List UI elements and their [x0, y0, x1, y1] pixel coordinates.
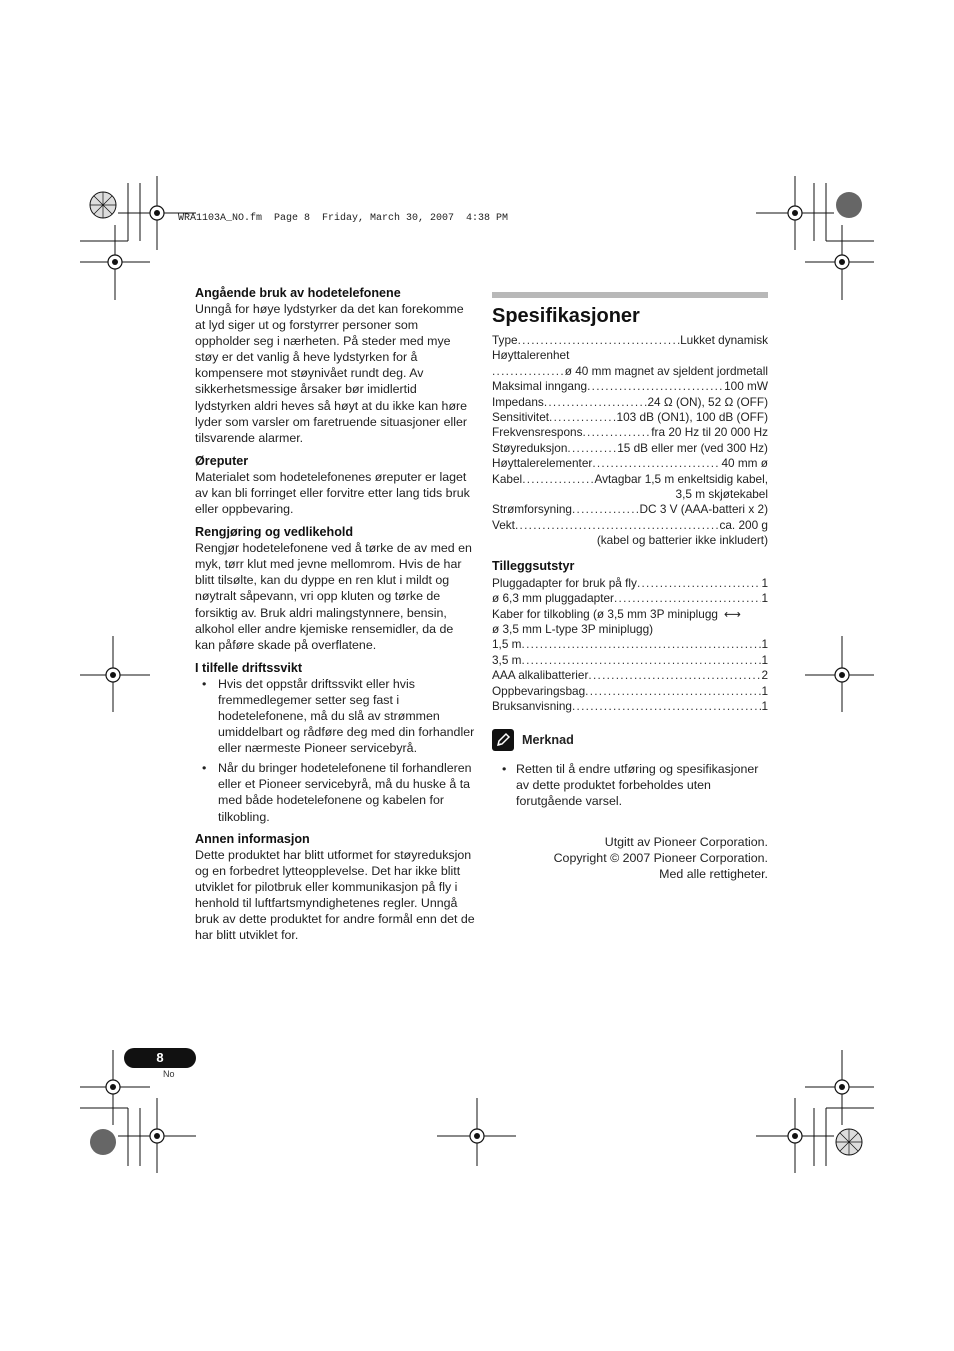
- malfunction-list: [195, 676, 475, 825]
- section-heading-earpads: Øreputer: [195, 453, 249, 468]
- spec-row-impedance: Impedans . . . 24 Ω (ON), 52 Ω (OFF): [492, 395, 768, 410]
- title-bar: [492, 292, 768, 298]
- accessory-row: Pluggadapter for bruk på fly . . . 1: [492, 576, 768, 591]
- accessory-row-cables-2: ø 3,5 mm L-type 3P miniplugg): [492, 621, 654, 636]
- list-item: • Når du bringer hodetelefonene til forhandleren eller et Pioneer servicebyrå, må du huske å ta med både hodetelefonene og kabelen for tilkobling.: [218, 760, 475, 824]
- spec-row-speaker: Høyttalerenhet: [492, 348, 570, 363]
- accessory-row: 1,5 m . . . 1: [492, 637, 768, 652]
- list-item: • Hvis det oppstår driftssvikt eller hvis fremmedlegemer setter seg fast i hodetelefonene, må du slå av strømmen umiddelbart og rådføre deg med din forhandler eller nærmeste Pioneer servicebyrå.: [218, 676, 475, 756]
- accessory-row: AAA alkalibatterier . . . 2: [492, 668, 768, 683]
- left-column: [195, 285, 475, 950]
- spec-row-speaker-value: . . . ø 40 mm magnet av sjeldent jordmetall: [492, 364, 768, 379]
- accessory-row: Bruksanvisning . . . 1: [492, 699, 768, 714]
- accessory-row-cables: Kaber for tilkobling (ø 3,5 mm 3P miniplugg ⟷: [492, 606, 741, 621]
- list-item: • Retten til å endre utføring og spesifikasjoner av dette produktet forbeholdes uten forutgående varsel.: [516, 761, 768, 809]
- accessories-heading: Tilleggsutstyr: [492, 558, 575, 573]
- spec-row-frequency: Frekvensrespons . . . fra 20 Hz til 20 000 Hz: [492, 425, 768, 440]
- arrow-icon: ⟷: [724, 606, 741, 621]
- page-title: Spesifikasjoner: [492, 305, 640, 327]
- note-title: Merknad: [522, 733, 574, 748]
- accessory-row: Oppbevaringsbag . . . 1: [492, 684, 768, 699]
- accessory-row: ø 6,3 mm pluggadapter . . . 1: [492, 591, 768, 606]
- spec-row-type: Type . . . Lukket dynamisk: [492, 333, 768, 348]
- section-heading-cleaning: Rengjøring og vedlikehold: [195, 525, 354, 540]
- section-text-other-info: Dette produktet har blitt utformet for støyreduksjon og en forbedret lytteopplevelse. Det har ikke blitt utviklet for pilotbruk eller kommunikasjon på fly i henhold til luftfartsmyndighetenes regler. Unngå bruk av dette produktet for andre formål enn det de har blitt utviklet for.: [195, 847, 475, 943]
- file-header-line: WRA1103A_NO.fm Page 8 Friday, March 30, 2007 4:38 PM: [178, 213, 509, 224]
- spec-row-cable-2: 3,5 m skjøtekabel: [675, 487, 768, 502]
- section-heading-other-info: Annen informasjon: [195, 831, 310, 846]
- section-heading-malfunction: I tilfelle driftssvikt: [195, 660, 303, 675]
- spec-row-weight-note: (kabel og batterier ikke inkludert): [596, 533, 768, 548]
- note-header: [492, 729, 768, 751]
- accessories-list: [492, 576, 768, 715]
- page-number: 8: [124, 1048, 196, 1068]
- spec-row-weight: Vekt . . . ca. 200 g: [492, 518, 768, 533]
- right-column: [492, 292, 768, 882]
- section-heading-usage: Angående bruk av hodetelefonene: [195, 286, 401, 300]
- spec-row-max-input: Maksimal inngang . . . 100 mW: [492, 379, 768, 394]
- spec-row-elements: Høyttalerelementer . . . 40 mm ø: [492, 456, 768, 471]
- section-text-cleaning: Rengjør hodetelefonene ved å tørke de av med en myk, tørr klut med jevne mellomrom. Hvis de har blitt tilsølte, kan du dyppe en ren klut i mildt og nøytralt såpevann, vri opp kluten og tørke de forsiktig av. Bruk aldri malingstynnere, bensin, alkohol eller andre kjemiske rensemidler, da de kan påføre skade på overflatene.: [195, 541, 472, 652]
- spec-row-power: Strømforsyning . . . DC 3 V (AAA-batteri x 2): [492, 502, 768, 517]
- spec-row-noise: Støyreduksjon . . . 15 dB eller mer (ved 300 Hz): [492, 441, 768, 456]
- accessory-row: 3,5 m . . . 1: [492, 653, 768, 668]
- publisher-info: Utgitt av Pioneer Corporation. Copyright © 2007 Pioneer Corporation. Med alle rettigheter.: [553, 835, 768, 882]
- section-text-earpads: Materialet som hodetelefonenes øreputer er laget av kan bli forringet eller forvitre etter lang tids bruk eller oppbevaring.: [195, 469, 470, 517]
- note-list: [492, 761, 768, 809]
- section-text-usage: Unngå for høye lydstyrker da det kan forekomme at lyd siger ut og forstyrrer personer som oppholder seg i nærheten. På steder med mye støy er det vanlig å heve lydstyrken for å kompensere mot støynivået rundt deg. Av sikkerhetsmessige årsaker bør imidlertid lydstyrken aldri heves så høyt at du ikke kan høre lyder som varsler om faretruende situasjoner eller tilsvarende alarmer.: [195, 302, 468, 445]
- spec-row-cable: Kabel . . . Avtagbar 1,5 m enkeltsidig kabel,: [492, 472, 768, 487]
- spec-list: [492, 333, 768, 549]
- page-language: No: [163, 1069, 175, 1079]
- spec-row-sensitivity: Sensitivitet . . . 103 dB (ON1), 100 dB (OFF): [492, 410, 768, 425]
- pencil-note-icon: [492, 729, 514, 751]
